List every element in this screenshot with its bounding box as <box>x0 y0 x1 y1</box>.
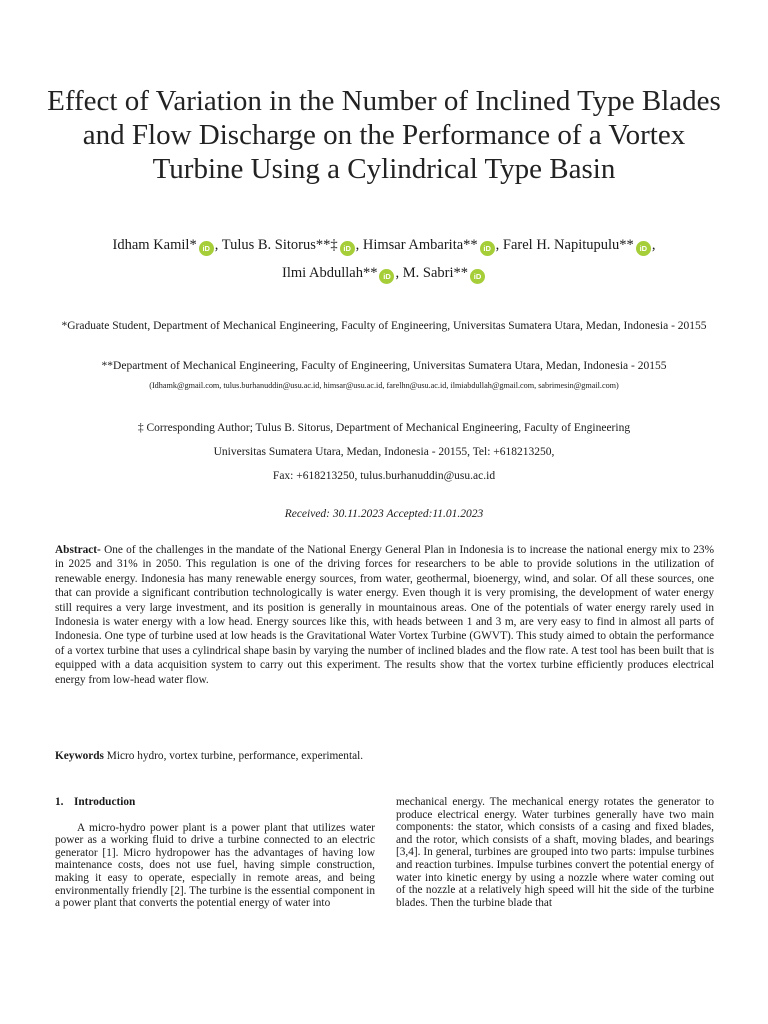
section-title: Introduction <box>74 796 136 808</box>
author-name: Ilmi Abdullah** <box>282 265 378 281</box>
affiliation-department: **Department of Mechanical Engineering, Faculty of Engineering, Universitas Sumatera Utara, Medan, Indonesia - 20155 <box>101 360 667 372</box>
abstract <box>55 543 714 687</box>
keywords-label: Keywords <box>55 750 104 762</box>
section-heading-introduction <box>55 796 375 809</box>
section-number: 1. <box>55 796 64 808</box>
orcid-icon[interactable]: iD <box>379 269 394 284</box>
author-name: Himsar Ambarita** <box>362 237 478 253</box>
keywords <box>55 749 714 763</box>
abstract-label: Abstract- <box>55 544 101 556</box>
author-name: Farel H. Napitupulu** <box>502 237 634 253</box>
orcid-icon[interactable]: iD <box>340 241 355 256</box>
affiliation-graduate: *Graduate Student, Department of Mechanical Engineering, Faculty of Engineering, Universitas Sumatera Utara, Medan, Indonesia - 20155 <box>61 320 707 332</box>
keywords-text: Micro hydro, vortex turbine, performance, experimental. <box>103 750 364 762</box>
author-line-2: Ilmi Abdullah** iD , M. Sabri** iD <box>40 264 728 284</box>
orcid-icon[interactable]: iD <box>636 241 651 256</box>
abstract-text: One of the challenges in the mandate of the National Energy General Plan in Indonesia is to increase the national energy mix to 23% in 2025 and 31% in 2050. This regulation is one of the driving forces for researchers to be able to provide solutions in the utilization of renewable energy. Indonesia has many renewable energy sources, from water, geothermal, bioenergy, wind, and solar. Of all these sources, one that can provide a significant contribution technologically is water energy. Even though it is very promising, the development of water energy still requires a very large investment, and its position is generally in mountainous areas. One of the potentials of water energy rarely used in Indonesia is water energy with a low head. Energy sources like this, with heads between 1 and 3 m, are very easy to find in almost all parts of Indonesia. One type of turbine used at low heads is the Gravitational Water Vortex Turbine (GWVT). This study aimed to obtain the performance of a vortex turbine that uses a cylindrical shape basin by varying the number of inclined blades and the flow rate. A test tool has been built that is equipped with a data acquisition system to carry out this experiment. The results show that the vortex turbine efficiently produces electrical energy from low-head water flow. <box>55 544 714 686</box>
column-left <box>55 796 375 910</box>
author-name: Tulus B. Sitorus**‡ <box>221 237 338 253</box>
intro-paragraph-left: A micro-hydro power plant is a power plant that utilizes water power as a working fluid to drive a turbine connected to an electric generator [1]. Micro hydropower has the advantages of having low maintenance costs, does not use fuel, having simple construction, making it easy to operate, especially in remote areas, and being environmentally friendly [2]. The turbine is the essential component in a power plant that converts the potential energy of water into <box>55 821 375 910</box>
author-emails: (Idhamk@gmail.com, tulus.burhanuddin@usu.ac.id, himsar@usu.ac.id, farelhn@usu.ac.id, ilmiabdullah@gmail.com, sabrimesin@gmail.com) <box>149 381 619 390</box>
intro-paragraph-right: mechanical energy. The mechanical energy rotates the generator to produce electrical energy. Water turbines generally have two main components: the stator, which consists of a casing and fixed blades, and the rotor, which consists of a shaft, moving blades, and bearings [3,4]. In general, turbines are grouped into two parts: impulse turbines and reaction turbines. Impulse turbines convert the potential energy of water into kinetic energy by using a nozzle where water coming out of the nozzle at a relatively high speed will hit the side of the turbine blades. Then the turbine blade that <box>396 796 714 909</box>
author-line-1: Idham Kamil* iD , Tulus B. Sitorus**‡ iD , Himsar Ambarita** iD , Farel H. Napitupulu** iD , <box>40 236 728 256</box>
orcid-icon[interactable]: iD <box>480 241 495 256</box>
received-accepted-dates: Received: 30.11.2023 Accepted:11.01.2023 <box>284 508 484 520</box>
orcid-icon[interactable]: iD <box>470 269 485 284</box>
corresponding-contact: Fax: +618213250, tulus.burhanuddin@usu.ac.id <box>272 470 496 482</box>
orcid-icon[interactable]: iD <box>199 241 214 256</box>
author-name: Idham Kamil* <box>112 237 197 253</box>
author-name: M. Sabri** <box>402 265 468 281</box>
corresponding-address: Universitas Sumatera Utara, Medan, Indonesia - 20155, Tel: +618213250, <box>213 446 555 458</box>
paper-title: Effect of Variation in the Number of Inclined Type Blades and Flow Discharge on the Performance of a Vortex Turbine Using a Cylindrical Type Basin <box>47 85 721 185</box>
column-right <box>396 796 714 909</box>
corresponding-author: ‡ Corresponding Author; Tulus B. Sitorus, Department of Mechanical Engineering, Faculty of Engineering <box>137 422 631 434</box>
